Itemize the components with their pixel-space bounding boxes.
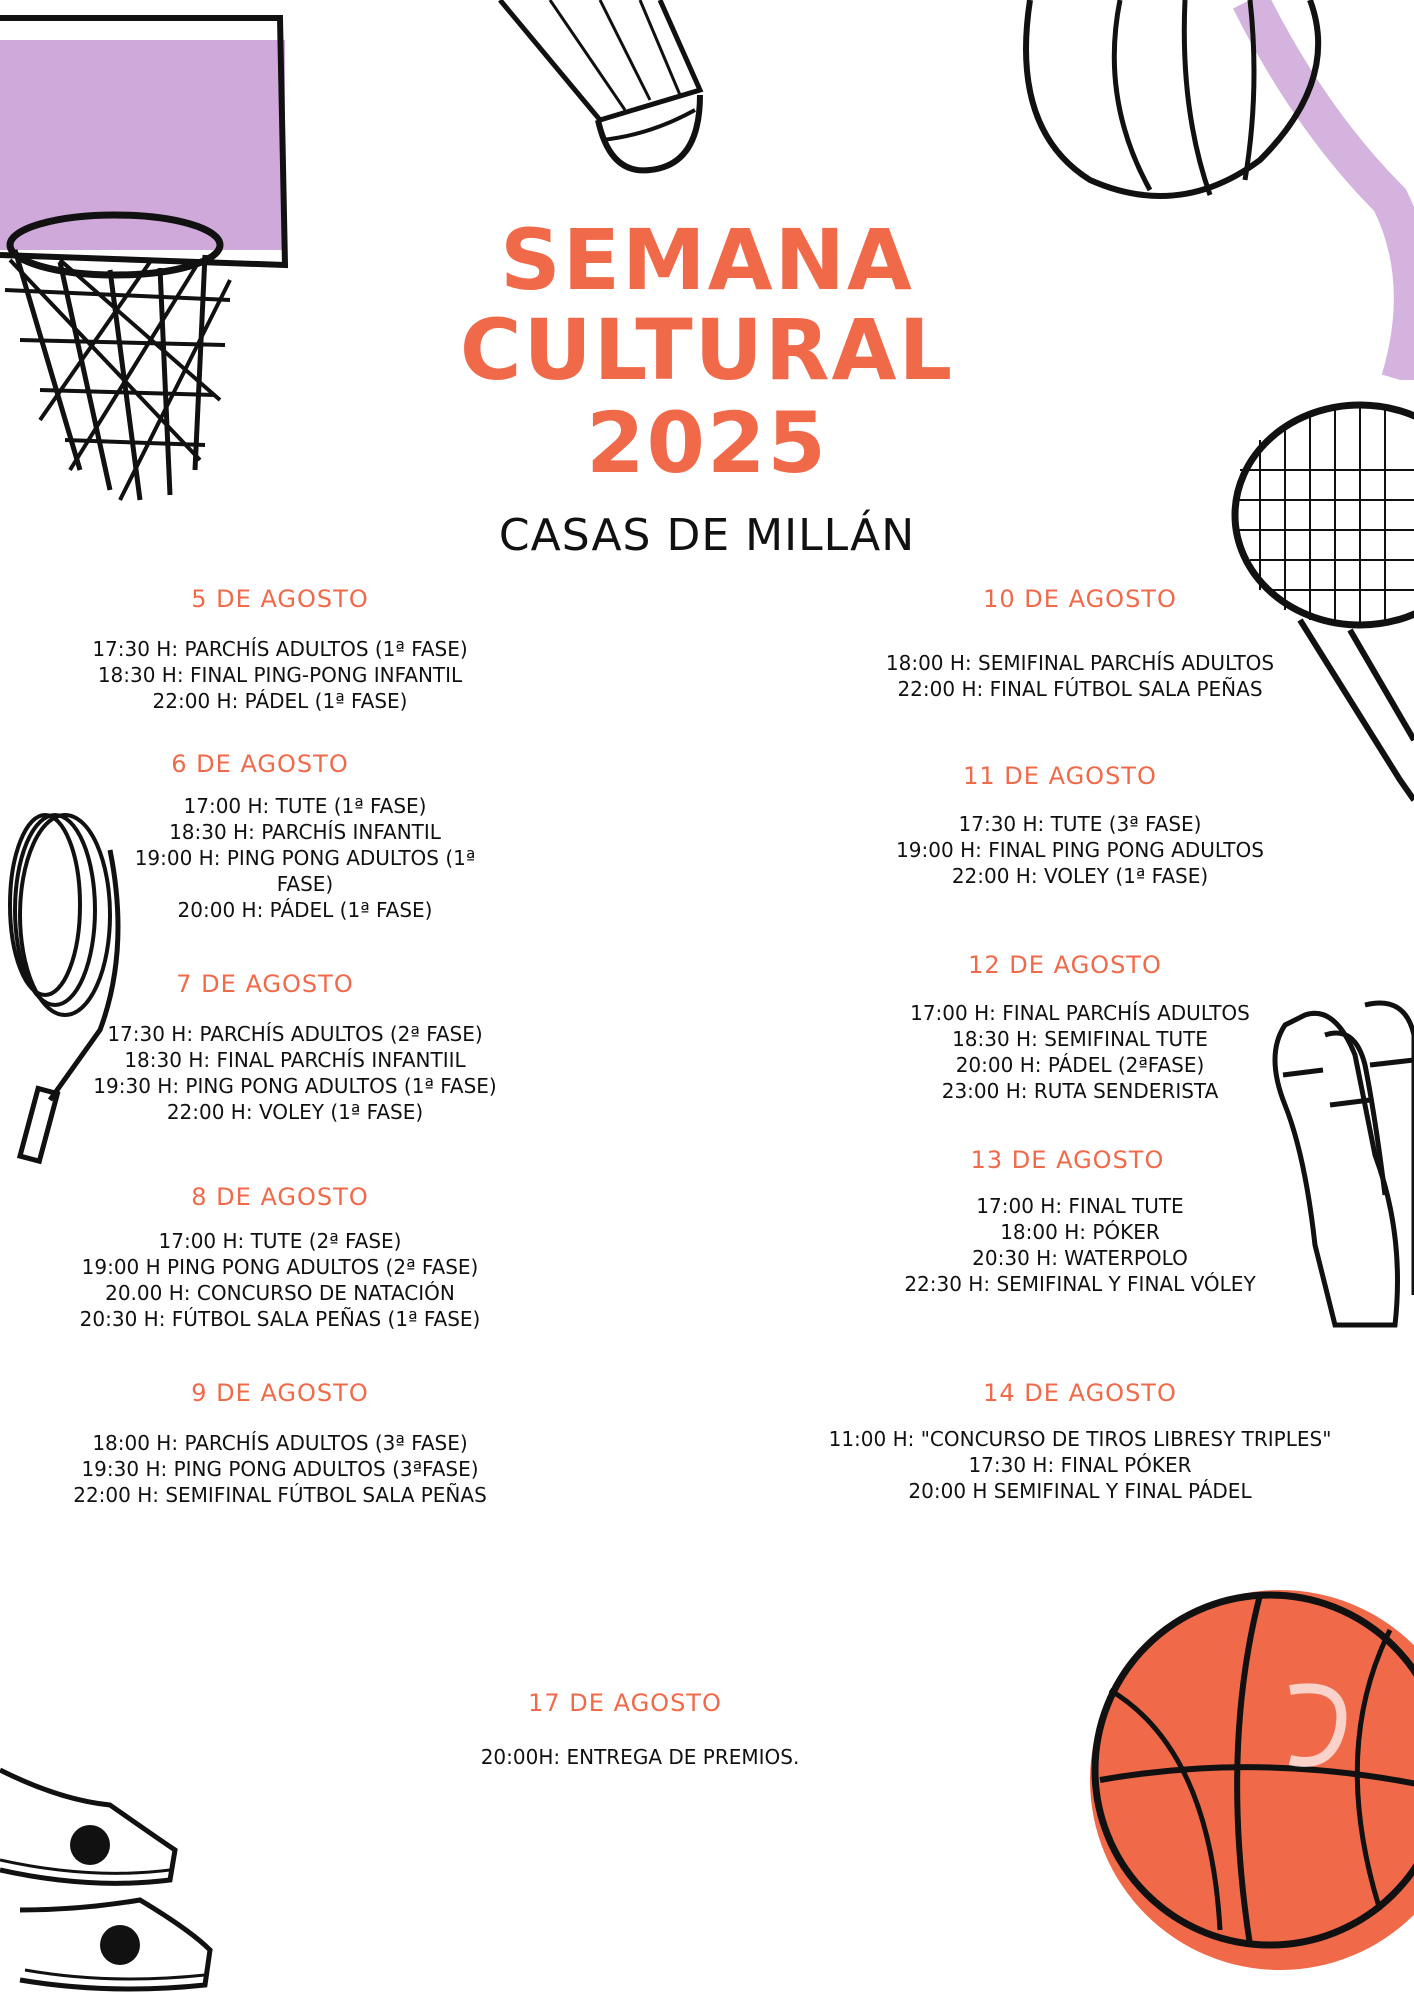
- basketball-icon: [1090, 1550, 1414, 2000]
- event-item: 18:30 H: PARCHÍS INFANTIL: [169, 820, 441, 844]
- day-12-agosto: [830, 950, 1330, 1104]
- day-date: 8 DE AGOSTO: [191, 1183, 369, 1211]
- title-line-3: 2025: [586, 394, 828, 492]
- event-item: 18:30 H: FINAL PING-PONG INFANTIL: [97, 663, 463, 687]
- event-item: 22:00 H: FINAL FÚTBOL SALA PEÑAS: [897, 677, 1263, 701]
- day-7-agosto: [60, 969, 530, 1125]
- title-line-2: CULTURAL: [459, 301, 955, 399]
- day-10-agosto: [830, 584, 1330, 702]
- day-5-agosto: [30, 584, 530, 714]
- event-item: 17:30 H: TUTE (3ª FASE): [958, 812, 1202, 836]
- shuttlecock-icon: [490, 0, 710, 180]
- event-item: 20:00 H: PÁDEL (1ª FASE): [177, 898, 433, 922]
- event-item: FASE): [276, 872, 334, 896]
- event-item: 18:00 H: SEMIFINAL PARCHÍS ADULTOS: [885, 651, 1275, 675]
- day-6-agosto: [100, 749, 510, 923]
- day-date: 7 DE AGOSTO: [176, 970, 354, 998]
- event-item: 11:00 H: "CONCURSO DE TIROS LIBRESY TRIPLES": [828, 1427, 1332, 1451]
- event-item: 18:00 H: PÓKER: [1000, 1220, 1160, 1244]
- subtitle: CASAS DE MILLÁN: [498, 510, 916, 561]
- day-date: 11 DE AGOSTO: [963, 762, 1157, 790]
- day-date: 17 DE AGOSTO: [528, 1689, 722, 1717]
- event-item: 22:00 H: VOLEY (1ª FASE): [166, 1100, 424, 1124]
- event-item: 22:30 H: SEMIFINAL Y FINAL VÓLEY: [904, 1272, 1256, 1296]
- day-date: 5 DE AGOSTO: [191, 585, 369, 613]
- day-date: 6 DE AGOSTO: [171, 750, 349, 778]
- event-item: 20:30 H: FÚTBOL SALA PEÑAS (1ª FASE): [79, 1307, 481, 1331]
- day-11-agosto: [830, 761, 1330, 889]
- event-item: 20:00 H: PÁDEL (2ªFASE): [955, 1053, 1205, 1077]
- day-9-agosto: [30, 1378, 530, 1508]
- event-item: 19:00 H: FINAL PING PONG ADULTOS: [896, 838, 1264, 862]
- event-item: 19:00 H PING PONG ADULTOS (2ª FASE): [81, 1255, 479, 1279]
- day-date: 9 DE AGOSTO: [191, 1379, 369, 1407]
- event-item: 18:00 H: PARCHÍS ADULTOS (3ª FASE): [92, 1431, 468, 1455]
- day-date: 10 DE AGOSTO: [983, 585, 1177, 613]
- day-date: 12 DE AGOSTO: [968, 951, 1162, 979]
- event-item: 17:30 H: PARCHÍS ADULTOS (2ª FASE): [107, 1022, 483, 1046]
- event-item: 23:00 H: RUTA SENDERISTA: [941, 1079, 1219, 1103]
- event-item: 19:00 H: PING PONG ADULTOS (1ª: [134, 846, 476, 870]
- event-item: 20:00 H SEMIFINAL Y FINAL PÁDEL: [908, 1479, 1252, 1503]
- day-14-agosto: [810, 1378, 1350, 1504]
- event-item: 17:30 H: PARCHÍS ADULTOS (1ª FASE): [92, 637, 468, 661]
- event-item: 22:00 H: SEMIFINAL FÚTBOL SALA PEÑAS: [73, 1483, 487, 1507]
- day-13-agosto: [830, 1145, 1330, 1297]
- event-item: 19:30 H: PING PONG ADULTOS (1ª FASE): [93, 1074, 497, 1098]
- event-item: 17:00 H: FINAL PARCHÍS ADULTOS: [910, 1001, 1250, 1025]
- title-line-1: SEMANA: [500, 211, 914, 309]
- event-item: 19:30 H: PING PONG ADULTOS (3ªFASE): [81, 1457, 479, 1481]
- event-item: 22:00 H: VOLEY (1ª FASE): [951, 864, 1209, 888]
- event-item: 17:00 H: TUTE (1ª FASE): [183, 794, 427, 818]
- event-item: 22:00 H: PÁDEL (1ª FASE): [152, 689, 408, 713]
- day-17-agosto: [380, 1688, 880, 1770]
- event-item: 20:30 H: WATERPOLO: [972, 1246, 1188, 1270]
- sneakers-icon: [0, 1750, 220, 2000]
- event-item: 17:30 H: FINAL PÓKER: [968, 1453, 1192, 1477]
- day-date: 13 DE AGOSTO: [970, 1146, 1165, 1174]
- event-item: 17:00 H: TUTE (2ª FASE): [158, 1229, 402, 1253]
- day-8-agosto: [30, 1182, 530, 1332]
- event-item: 18:30 H: FINAL PARCHÍS INFANTIIL: [124, 1048, 466, 1072]
- event-item: 18:30 H: SEMIFINAL TUTE: [952, 1027, 1208, 1051]
- event-item: 17:00 H: FINAL TUTE: [976, 1194, 1184, 1218]
- event-item: 20:00H: ENTREGA DE PREMIOS.: [480, 1745, 800, 1769]
- event-item: 20.00 H: CONCURSO DE NATACIÓN: [105, 1281, 455, 1305]
- day-date: 14 DE AGOSTO: [983, 1379, 1177, 1407]
